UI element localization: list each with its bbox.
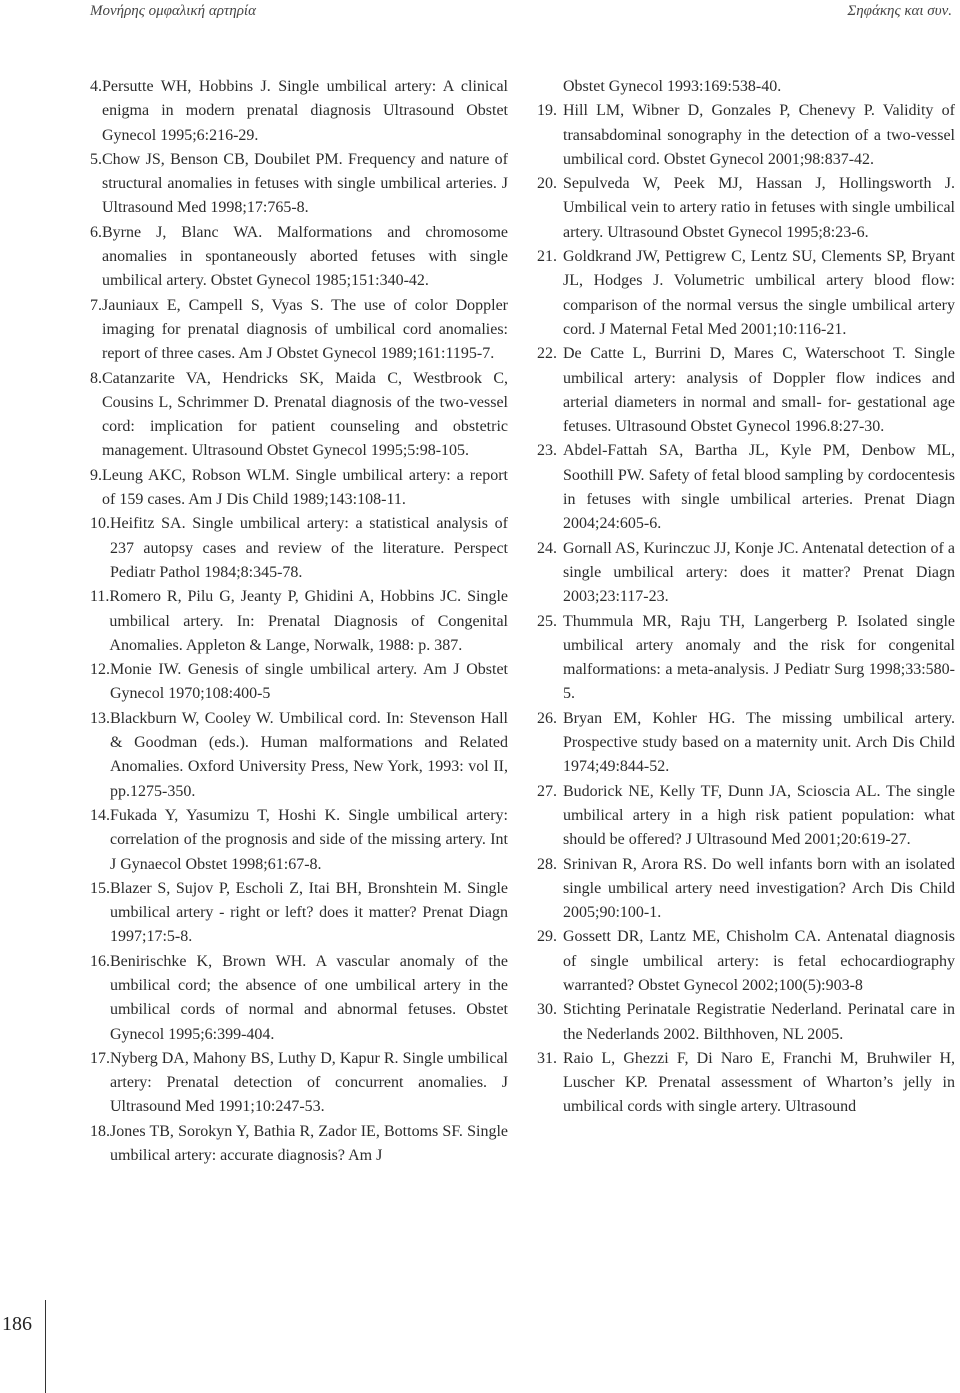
reference-item bbox=[537, 925, 955, 998]
reference-number: 5. bbox=[90, 150, 102, 168]
reference-text: Monie IW. Genesis of single umbilical artery. Am J Obstet Gynecol 1970;108:400-5 bbox=[110, 661, 508, 703]
reference-item bbox=[90, 148, 508, 221]
reference-number: 24. bbox=[537, 539, 557, 557]
running-header-right: Σηφάκης και συν. bbox=[847, 3, 952, 19]
reference-item bbox=[537, 998, 955, 1047]
reference-text: Budorick NE, Kelly TF, Dunn JA, Scioscia AL. The single umbilical artery in a high risk patient population: what should be offered? J Ultrasound Med 2001;20:619-27. bbox=[563, 782, 955, 849]
reference-number: 14. bbox=[90, 806, 110, 824]
reference-text: Srinivan R, Arora RS. Do well infants born with an isolated single umbilical artery need investigation? Arch Dis Child 2005;90:100-1. bbox=[563, 855, 955, 922]
reference-text: Thummula MR, Raju TH, Langerberg P. Isolated single umbilical artery anomaly and the risk for congenital malformations: a meta-analysis. J Pediatr Surg 1998;33:580-5. bbox=[563, 612, 955, 703]
reference-item bbox=[537, 99, 955, 172]
reference-text: Raio L, Ghezzi F, Di Naro E, Franchi M, Bruhwiler H, Luscher KP. Prenatal assessment of Wharton’s jelly in umbilical cords with single artery. Ultrasound bbox=[563, 1049, 955, 1116]
reference-text: Jones TB, Sorokyn Y, Bathia R, Zador IE, Bottoms SF. Single umbilical artery: accurate diagnosis? Am J bbox=[110, 1122, 508, 1165]
reference-item bbox=[537, 245, 955, 342]
reference-item bbox=[537, 75, 955, 99]
reference-text: Hill LM, Wibner D, Gonzales P, Chenevy P. Validity of transabdominal sonography in the detection of a two-vessel umbilical cord. Obstet Gynecol 2001;98:837-42. bbox=[563, 102, 955, 168]
references-right-column bbox=[537, 75, 955, 1120]
reference-item bbox=[537, 342, 955, 439]
reference-text: Goldkrand JW, Pettigrew C, Lentz SU, Clements SP, Bryant JL, Hodges J. Volumetric umbilical artery blood flow: comparison of the normal versus the single umbilical artery cord. J Maternal Fetal Med 2001;10:116-21. bbox=[563, 248, 955, 338]
reference-text: Jauniaux E, Campell S, Vyas S. The use of color Doppler imaging for prenatal diagnosis of umbilical cord anomalies: report of three cases. Am J Obstet Gynecol 1989;161:1195-7. bbox=[102, 296, 508, 363]
reference-text: Fukada Y, Yasumizu T, Hoshi K. Single umbilical artery: correlation of the prognosis and side of the missing artery. Int J Gynaecol Obstet 1998;61:67-8. bbox=[110, 806, 508, 873]
reference-text: Byrne J, Blanc WA. Malformations and chromosome anomalies in spontaneously aborted fetuses with single umbilical artery. Obstet Gynecol 1985;151:340-42. bbox=[102, 223, 508, 290]
reference-number: 15. bbox=[90, 879, 110, 897]
reference-item bbox=[90, 707, 508, 804]
reference-number: 4. bbox=[90, 78, 102, 95]
reference-text: Romero R, Pilu G, Jeanty P, Ghidini A, Hobbins JC. Single umbilical artery. In: Prenatal Diagnosis of Congenital Anomalies. Appleton & Lange, Norwalk, 1988: p. 387. bbox=[109, 588, 508, 654]
page-number: 186 bbox=[2, 1313, 32, 1335]
reference-number: 31. bbox=[537, 1049, 557, 1067]
reference-number: 22. bbox=[537, 345, 557, 363]
reference-number: 13. bbox=[90, 709, 110, 727]
reference-item bbox=[90, 877, 508, 950]
reference-item bbox=[90, 1120, 508, 1169]
reference-text: Stichting Perinatale Registratie Nederland. Perinatal care in the Nederlands 2002. Bilthhoven, NL 2005. bbox=[563, 1001, 955, 1043]
reference-text: De Catte L, Burrini D, Mares C, Waterschoot T. Single umbilical artery: analysis of Doppler flow indices and arterial diameters in normal and small- for- gestational age fetuses. Ultrasound Obstet Gynecol 1996.8:27-30. bbox=[563, 345, 955, 436]
references-left-column bbox=[90, 75, 508, 1168]
reference-number: 21. bbox=[537, 248, 557, 266]
reference-number: 17. bbox=[90, 1049, 110, 1067]
reference-item bbox=[90, 75, 508, 148]
reference-text: Catanzarite VA, Hendricks SK, Maida C, Westbrook C, Cousins L, Schrimmer D. Prenatal diagnosis of the two-vessel cord: implication for patient counseling and obstetric management. Ultrasound Obstet Gynecol 1995;5:98-105. bbox=[102, 369, 508, 460]
reference-number: 7. bbox=[90, 296, 102, 314]
reference-text: Heifitz SA. Single umbilical artery: a statistical analysis of 237 autopsy cases and review of the literature. Perspect Pediatr Pathol 1984;8:345-78. bbox=[110, 515, 508, 581]
reference-item bbox=[90, 221, 508, 294]
running-header-left: Μονήρης ομφαλική αρτηρία bbox=[90, 3, 256, 19]
reference-item bbox=[90, 367, 508, 464]
reference-text: Nyberg DA, Mahony BS, Luthy D, Kapur R. Single umbilical artery: Prenatal detection of concurrent anomalies. J Ultrasound Med 1991;10:247-53. bbox=[110, 1049, 508, 1116]
reference-item bbox=[537, 172, 955, 245]
reference-item bbox=[90, 512, 508, 585]
reference-number bbox=[537, 75, 563, 99]
reference-text: Abdel-Fattah SA, Bartha JL, Kyle PM, Denbow ML, Soothill PW. Safety of fetal blood sampling by cordocentesis in fetuses with single umbilical arteries. Prenat Diagn 2004;24:605-6. bbox=[563, 442, 955, 533]
reference-text: Gossett DR, Lantz ME, Chisholm CA. Antenatal diagnosis of single umbilical artery: is fetal echocardiography warranted? Obstet Gynecol 2002;100(5):903-8 bbox=[563, 928, 955, 994]
reference-item bbox=[90, 464, 508, 513]
reference-item bbox=[90, 658, 508, 707]
reference-number: 25. bbox=[537, 612, 557, 630]
reference-item bbox=[90, 1047, 508, 1120]
reference-item bbox=[537, 610, 955, 707]
reference-text: Benirischke K, Brown WH. A vascular anomaly of the umbilical cord; the absence of one umbilical artery in the umbilical cords of normal and abnormal fetuses. Obstet Gynecol 1995;6:399-404. bbox=[110, 952, 508, 1043]
page-number-divider bbox=[45, 1300, 46, 1393]
reference-number: 26. bbox=[537, 709, 557, 727]
reference-text: Blazer S, Sujov P, Escholi Z, Itai BH, Bronshtein M. Single umbilical artery - right or left? does it matter? Prenat Diagn 1997;17:5-8. bbox=[110, 879, 508, 946]
reference-text: Chow JS, Benson CB, Doubilet PM. Frequency and nature of structural anomalies in fetuses with single umbilical arteries. J Ultrasound Med 1998;17:765-8. bbox=[102, 150, 508, 217]
reference-number: 9. bbox=[90, 466, 102, 484]
reference-text: Leung AKC, Robson WLM. Single umbilical artery: a report of 159 cases. Am J Dis Child 1989;143:108-11. bbox=[102, 466, 508, 509]
reference-item bbox=[90, 585, 508, 658]
reference-number: 16. bbox=[90, 952, 110, 970]
reference-number: 11. bbox=[90, 588, 110, 606]
reference-item bbox=[90, 950, 508, 1047]
reference-number: 12. bbox=[90, 661, 110, 679]
reference-text: Bryan EM, Kohler HG. The missing umbilical artery. Prospective study based on a maternity unit. Arch Dis Child 1974;49:844-52. bbox=[563, 709, 955, 776]
reference-number: 6. bbox=[90, 223, 102, 241]
reference-number: 19. bbox=[537, 102, 557, 120]
reference-text: Sepulveda W, Peek MJ, Hassan J, Hollingsworth J. Umbilical vein to artery ratio in fetuses with single umbilical artery. Ultrasound Obstet Gynecol 1995;8:23-6. bbox=[563, 175, 955, 241]
reference-item bbox=[537, 707, 955, 780]
reference-item bbox=[537, 537, 955, 610]
reference-item bbox=[537, 1047, 955, 1120]
reference-number: 23. bbox=[537, 442, 557, 460]
reference-number: 27. bbox=[537, 782, 557, 800]
reference-text: Blackburn W, Cooley W. Umbilical cord. In: Stevenson Hall & Goodman (eds.). Human malformations and Related Anomalies. Oxford University Press, New York, 1993: vol II, pp.1275-350. bbox=[110, 709, 508, 800]
reference-number: 10. bbox=[90, 515, 110, 533]
reference-item bbox=[537, 853, 955, 926]
reference-number: 18. bbox=[90, 1122, 110, 1140]
reference-number: 8. bbox=[90, 369, 102, 387]
reference-number: 28. bbox=[537, 855, 557, 873]
reference-text: Gornall AS, Kurinczuc JJ, Konje JC. Antenatal detection of a single umbilical artery: does it matter? Prenat Diagn 2003;23:117-23. bbox=[563, 539, 955, 606]
reference-item bbox=[537, 780, 955, 853]
reference-item bbox=[90, 804, 508, 877]
reference-number: 20. bbox=[537, 175, 557, 193]
reference-number: 29. bbox=[537, 928, 557, 946]
reference-text: Persutte WH, Hobbins J. Single umbilical artery: A clinical enigma in modern prenatal diagnosis Ultrasound Obstet Gynecol 1995;6:216-29. bbox=[102, 78, 508, 144]
reference-text: Obstet Gynecol 1993:169:538-40. bbox=[563, 78, 782, 95]
reference-item bbox=[537, 439, 955, 536]
reference-item bbox=[90, 294, 508, 367]
reference-number: 30. bbox=[537, 1001, 557, 1019]
